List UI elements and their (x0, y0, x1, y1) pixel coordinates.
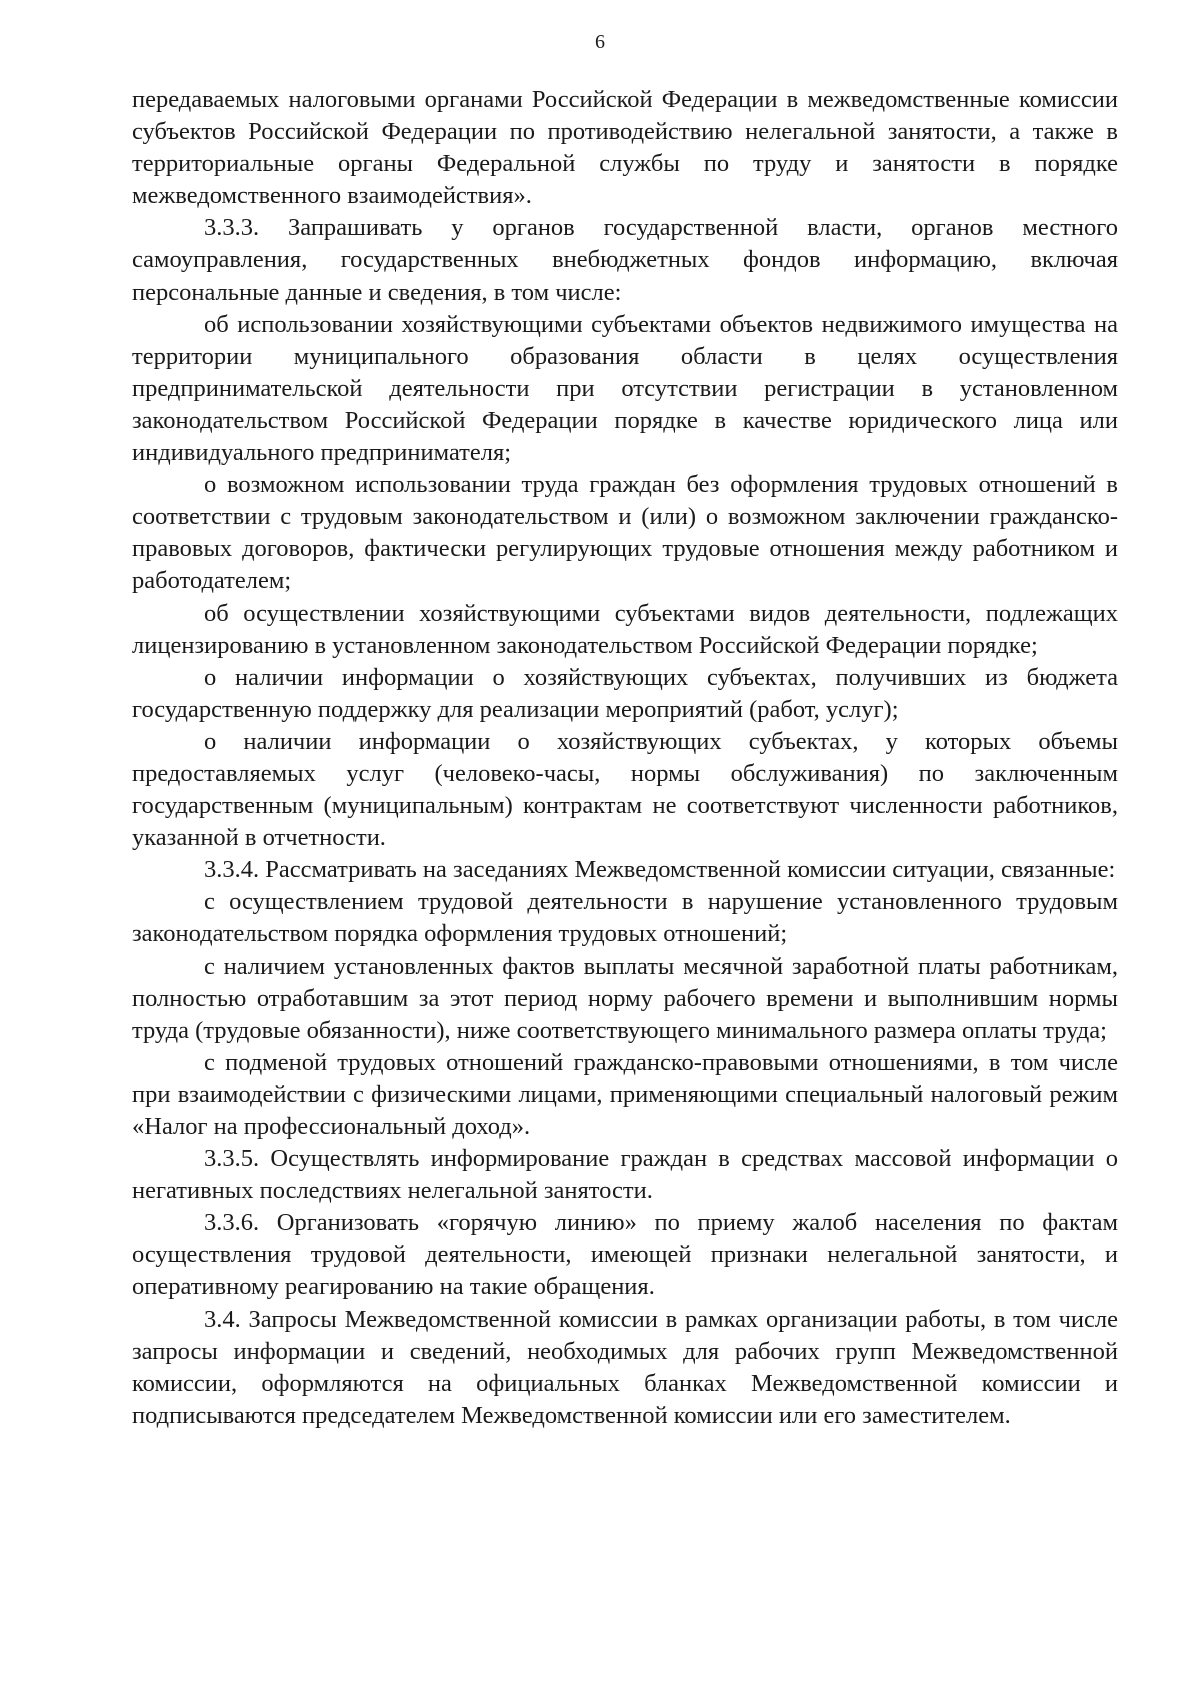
paragraph-licensing: об осуществлении хозяйствующими субъектами видов деятельности, подлежащих лицензированию в установленном законодательством Российской Федерации порядке; (132, 599, 1118, 659)
paragraph-civil-contracts: с подменой трудовых отношений гражданско-правовыми отношениями, в том числе при взаимодействии с физическими лицами, применяющими специальный налоговый режим «Налог на профессиональный доход». (132, 1048, 1118, 1140)
paragraph-3-4: 3.4. Запросы Межведомственной комиссии в рамках организации работы, в том числе запросы информации и сведений, необходимых для рабочих групп Межведомственной комиссии, оформляются на официальных бланках Межведомственной комиссии и подписываются председателем Межведомственной комиссии или его заместителем. (132, 1305, 1118, 1429)
paragraph-unregistered-labor: о возможном использовании труда граждан без оформления трудовых отношений в соответствии с трудовым законодательством и (или) о возможном заключении гражданско-правовых договоров, фактически регулирующих трудовые отношения между работником и работодателем; (132, 471, 1118, 595)
paragraph-3-3-4: 3.3.4. Рассматривать на заседаниях Межведомственной комиссии ситуации, связанные: (204, 856, 1116, 884)
paragraph-minimum-wage: с наличием установленных фактов выплаты месячной заработной платы работникам, полностью отработавшим за этот период норму рабочего времени и выполнившим нормы труда (трудовые обязанности), ниже соответствующего минимального размера оплаты труда; (132, 952, 1118, 1044)
paragraph-continuation: передаваемых налоговыми органами Российской Федерации в межведомственные комиссии субъектов Российской Федерации по противодействию нелегальной занятости, а также в территориальные органы Федеральной службы по труду и занятости в порядке межведомственного взаимодействия». (132, 86, 1118, 210)
paragraph-3-3-6: 3.3.6. Организовать «горячую линию» по приему жалоб населения по фактам осуществления трудовой деятельности, имеющей признаки нелегальной занятости, и оперативному реагированию на такие обращения. (132, 1209, 1118, 1301)
page-number: 6 (595, 31, 605, 53)
paragraph-contract-volumes: о наличии информации о хозяйствующих субъектах, у которых объемы предоставляемых услуг (человеко-часы, нормы обслуживания) по заключенным государственным (муниципальным) контрактам не соответствуют численности работников, указанной в отчетности. (132, 727, 1118, 852)
paragraph-state-support: о наличии информации о хозяйствующих субъектах, получивших из бюджета государственную поддержку для реализации мероприятий (работ, услуг); (132, 663, 1118, 723)
paragraph-real-estate-use: об использовании хозяйствующими субъектами объектов недвижимого имущества на территории муниципального образования области в целях осуществления предпринимательской деятельности при отсутствии регистрации в установленном законодательством Российской Федерации порядке в качестве юридического лица или индивидуального предпринимателя; (132, 310, 1118, 467)
paragraph-labor-violation: с осуществлением трудовой деятельности в нарушение установленного трудовым законодательством порядка оформления трудовых отношений; (132, 888, 1118, 948)
paragraph-3-3-5: 3.3.5. Осуществлять информирование граждан в средствах массовой информации о негативных последствиях нелегальной занятости. (132, 1145, 1118, 1205)
document-body (132, 84, 1118, 1432)
paragraph-3-3-3: 3.3.3. Запрашивать у органов государственной власти, органов местного самоуправления, государственных внебюджетных фондов информацию, включая персональные данные и сведения, в том числе: (132, 214, 1118, 306)
